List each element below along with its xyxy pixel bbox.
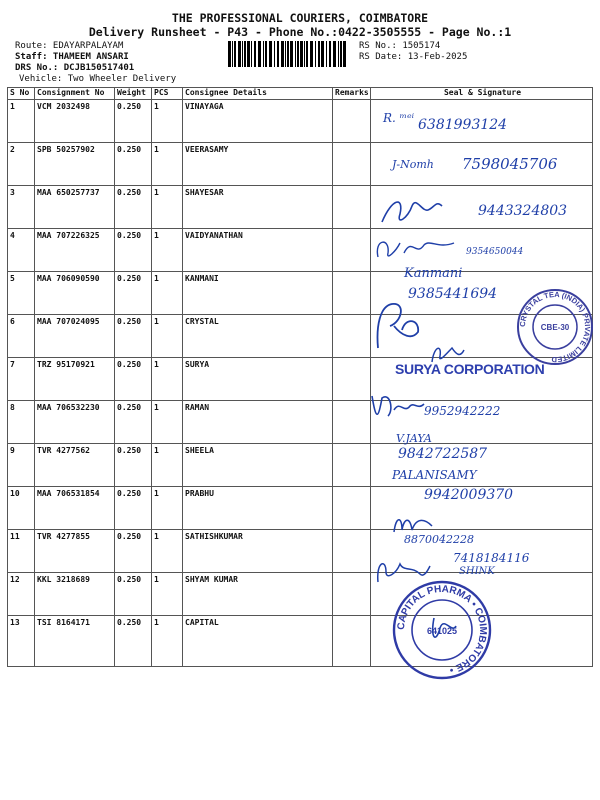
cell-pcs: 1 bbox=[152, 315, 183, 358]
rs-date: RS Date: 13-Feb-2025 bbox=[359, 52, 468, 62]
barcode bbox=[228, 41, 348, 67]
handwritten-phone-5: 9385441694 bbox=[408, 286, 498, 302]
cell-weight: 0.250 bbox=[115, 530, 152, 573]
cell-consignee: CRYSTAL bbox=[183, 315, 333, 358]
handwritten-phone-12: 7418184116 bbox=[453, 551, 530, 565]
col-sno: S No bbox=[8, 88, 35, 100]
cell-sno: 2 bbox=[8, 143, 35, 186]
cell-consignee: SATHISHKUMAR bbox=[183, 530, 333, 573]
cell-sno: 11 bbox=[8, 530, 35, 573]
cell-consignee: SHAYESAR bbox=[183, 186, 333, 229]
cell-weight: 0.250 bbox=[115, 272, 152, 315]
cell-consignment: MAA 707226325 bbox=[35, 229, 115, 272]
cell-consignment: VCM 2032498 bbox=[35, 100, 115, 143]
cell-pcs: 1 bbox=[152, 186, 183, 229]
cell-pcs: 1 bbox=[152, 573, 183, 616]
cell-consignee: RAMAN bbox=[183, 401, 333, 444]
cell-sno: 13 bbox=[8, 616, 35, 667]
cell-weight: 0.250 bbox=[115, 100, 152, 143]
company-title: THE PROFESSIONAL COURIERS, COIMBATORE bbox=[171, 11, 429, 25]
cell-remarks bbox=[333, 272, 371, 315]
handwritten-name-9: V.JAYA bbox=[396, 432, 432, 445]
route-label: Route: EDAYARPALAYAM bbox=[15, 41, 124, 51]
signature-6 bbox=[372, 296, 422, 354]
cell-weight: 0.250 bbox=[115, 487, 152, 530]
svg-text:CBE-30: CBE-30 bbox=[540, 323, 570, 332]
cell-weight: 0.250 bbox=[115, 616, 152, 667]
handwritten-name-10: PALANISAMY bbox=[392, 468, 477, 482]
cell-pcs: 1 bbox=[152, 616, 183, 667]
table-row bbox=[8, 616, 593, 667]
cell-remarks bbox=[333, 186, 371, 229]
rs-number: RS No.: 1505174 bbox=[359, 41, 441, 51]
cell-remarks bbox=[333, 530, 371, 573]
cell-remarks bbox=[333, 616, 371, 667]
cell-sno: 7 bbox=[8, 358, 35, 401]
handwritten-phone-11: 8870042228 bbox=[404, 533, 474, 546]
vehicle-label: Vehicle: Two Wheeler Delivery bbox=[19, 74, 177, 84]
cell-remarks bbox=[333, 573, 371, 616]
cell-consignee: VEERASAMY bbox=[183, 143, 333, 186]
cell-weight: 0.250 bbox=[115, 358, 152, 401]
drs-number: DRS No.: DCJB150517401 bbox=[15, 63, 135, 73]
cell-consignment: TRZ 95170921 bbox=[35, 358, 115, 401]
signature-2: J-Nomh bbox=[392, 158, 434, 171]
cell-consignee: PRABHU bbox=[183, 487, 333, 530]
cell-weight: 0.250 bbox=[115, 573, 152, 616]
cell-sno: 10 bbox=[8, 487, 35, 530]
cell-consignment: MAA 706090590 bbox=[35, 272, 115, 315]
cell-pcs: 1 bbox=[152, 530, 183, 573]
col-pcs: PCS bbox=[152, 88, 183, 100]
cell-sno: 4 bbox=[8, 229, 35, 272]
cell-consignee: SHEELA bbox=[183, 444, 333, 487]
cell-consignee: KANMANI bbox=[183, 272, 333, 315]
table-row bbox=[8, 573, 593, 616]
cell-pcs: 1 bbox=[152, 358, 183, 401]
table-row bbox=[8, 444, 593, 487]
cell-sno: 5 bbox=[8, 272, 35, 315]
cell-sno: 12 bbox=[8, 573, 35, 616]
cell-remarks bbox=[333, 229, 371, 272]
cell-consignee: SURYA bbox=[183, 358, 333, 401]
runsheet-table bbox=[7, 87, 593, 667]
handwritten-phone-3: 9443324803 bbox=[478, 203, 568, 219]
cell-pcs: 1 bbox=[152, 143, 183, 186]
cell-weight: 0.250 bbox=[115, 315, 152, 358]
cell-sno: 8 bbox=[8, 401, 35, 444]
table-row bbox=[8, 401, 593, 444]
handwritten-phone-2: 7598045706 bbox=[462, 155, 558, 173]
cell-consignee: SHYAM KUMAR bbox=[183, 573, 333, 616]
signature-8 bbox=[368, 390, 428, 422]
cell-pcs: 1 bbox=[152, 100, 183, 143]
cell-consignee: VAIDYANATHAN bbox=[183, 229, 333, 272]
cell-remarks bbox=[333, 401, 371, 444]
cell-weight: 0.250 bbox=[115, 444, 152, 487]
cell-consignee: VINAYAGA bbox=[183, 100, 333, 143]
surya-corporation-stamp: SURYA CORPORATION bbox=[395, 361, 545, 377]
cell-remarks bbox=[333, 358, 371, 401]
svg-text:CAPITAL PHARMA • COIMBATORE •: CAPITAL PHARMA • COIMBATORE • bbox=[395, 583, 489, 676]
svg-text:641025: 641025 bbox=[426, 626, 458, 636]
cell-weight: 0.250 bbox=[115, 186, 152, 229]
cell-sno: 1 bbox=[8, 100, 35, 143]
signature-4 bbox=[372, 233, 462, 265]
handwritten-name-5: Kanmani bbox=[404, 266, 463, 281]
table-row bbox=[8, 315, 593, 358]
handwritten-phone-8: 9952942222 bbox=[424, 404, 501, 418]
capital-pharma-stamp bbox=[390, 578, 494, 682]
runsheet-subtitle: Delivery Runsheet - P43 - Phone No.:0422-3505555 - Page No.:1 bbox=[88, 25, 512, 39]
cell-weight: 0.250 bbox=[115, 401, 152, 444]
col-remarks: Remarks bbox=[333, 88, 371, 100]
handwritten-phone-9: 9842722587 bbox=[398, 446, 488, 462]
cell-remarks bbox=[333, 143, 371, 186]
cell-consignment: KKL 3218689 bbox=[35, 573, 115, 616]
cell-sno: 9 bbox=[8, 444, 35, 487]
cell-sno: 3 bbox=[8, 186, 35, 229]
crystal-tea-stamp bbox=[515, 287, 595, 367]
cell-consignment: SPB 50257902 bbox=[35, 143, 115, 186]
col-consignee: Consignee Details bbox=[183, 88, 333, 100]
handwritten-phone-4: 9354650044 bbox=[466, 247, 524, 257]
cell-remarks bbox=[333, 100, 371, 143]
cell-sno: 6 bbox=[8, 315, 35, 358]
handwritten-phone-10: 9942009370 bbox=[424, 487, 514, 503]
cell-consignment: MAA 706531854 bbox=[35, 487, 115, 530]
signature-1: R. ᵐᵉⁱ bbox=[383, 111, 415, 125]
cell-weight: 0.250 bbox=[115, 229, 152, 272]
cell-pcs: 1 bbox=[152, 272, 183, 315]
staff-label: Staff: THAMEEM ANSARI bbox=[15, 52, 129, 62]
cell-pcs: 1 bbox=[152, 444, 183, 487]
cell-remarks bbox=[333, 487, 371, 530]
col-weight: Weight bbox=[115, 88, 152, 100]
cell-remarks bbox=[333, 444, 371, 487]
cell-pcs: 1 bbox=[152, 401, 183, 444]
cell-remarks bbox=[333, 315, 371, 358]
cell-consignment: MAA 707024095 bbox=[35, 315, 115, 358]
table-header-row bbox=[8, 88, 593, 100]
col-seal-signature: Seal & Signature bbox=[371, 88, 593, 100]
cell-consignee: CAPITAL bbox=[183, 616, 333, 667]
cell-consignment: TVR 4277562 bbox=[35, 444, 115, 487]
cell-consignment: MAA 706532230 bbox=[35, 401, 115, 444]
cell-pcs: 1 bbox=[152, 487, 183, 530]
cell-consignment: MAA 650257737 bbox=[35, 186, 115, 229]
handwritten-note-12: SHINK bbox=[459, 566, 495, 577]
signature-3 bbox=[378, 192, 458, 228]
table-row bbox=[8, 272, 593, 315]
handwritten-phone-1: 6381993124 bbox=[418, 117, 508, 133]
cell-pcs: 1 bbox=[152, 229, 183, 272]
svg-text:CRYSTAL TEA (INDIA) PRIVATE LI: CRYSTAL TEA (INDIA) PRIVATE LIMITED bbox=[517, 289, 593, 365]
cell-consignment: TSI 8164171 bbox=[35, 616, 115, 667]
cell-consignment: TVR 4277855 bbox=[35, 530, 115, 573]
cell-weight: 0.250 bbox=[115, 143, 152, 186]
col-consignment: Consignment No bbox=[35, 88, 115, 100]
